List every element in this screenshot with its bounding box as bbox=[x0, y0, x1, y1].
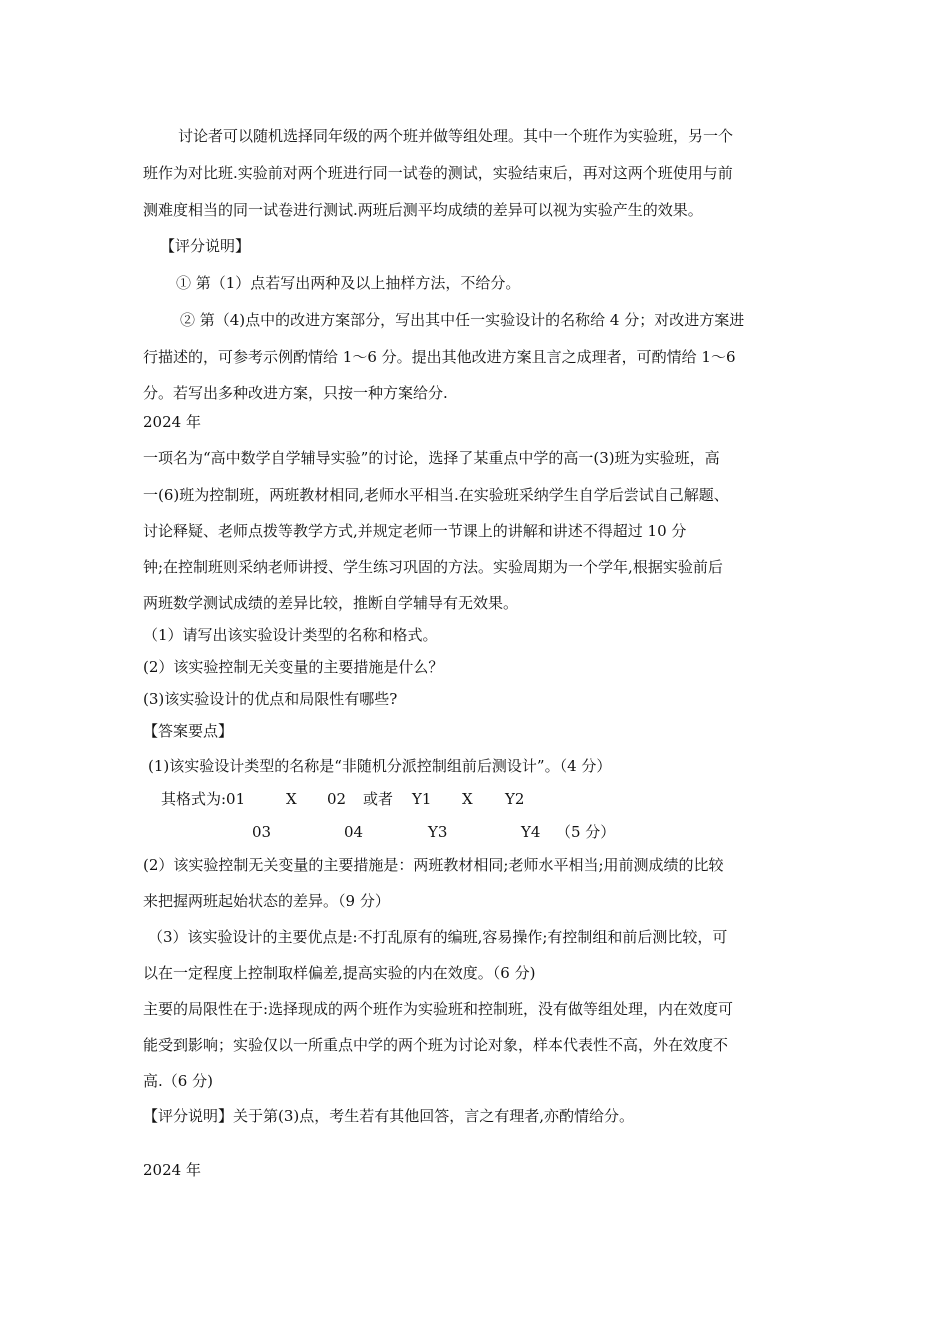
format-connector: 或者 bbox=[363, 790, 394, 808]
format-symbol: 03 bbox=[252, 823, 272, 841]
question-stem-line: 一(6)班为控制班，两班教材相同,老师水平相当.在实验班采纳学生自学后尝试自己解题、 bbox=[143, 486, 729, 504]
rating-item-line: 行描述的，可参考示例酌情给 1～6 分。提出其他改进方案且言之成理者，可酌情给 1～6 bbox=[143, 348, 736, 366]
year-heading: 2024 年 bbox=[143, 413, 201, 431]
year-heading: 2024 年 bbox=[143, 1161, 201, 1179]
question-item: （1）请写出该实验设计类型的名称和格式。 bbox=[143, 626, 438, 644]
format-symbol: X bbox=[286, 790, 297, 808]
limitation-line: 能受到影响；实验仅以一所重点中学的两个班为讨论对象，样本代表性不高，外在效度不 bbox=[143, 1036, 729, 1054]
answer-item-line: 以在一定程度上控制取样偏差,提高实验的内在效度。（6 分) bbox=[143, 964, 536, 982]
limitation-line: 高.（6 分) bbox=[143, 1072, 213, 1090]
rating-note: 【评分说明】关于第(3)点，考生若有其他回答，言之有理者,亦酌情给分。 bbox=[143, 1107, 635, 1125]
format-symbol: X bbox=[462, 790, 473, 808]
paragraph-line: 测难度相当的同一试卷进行测试.两班后测平均成绩的差异可以视为实验产生的效果。 bbox=[143, 201, 703, 219]
rating-item-line: 分。若写出多种改进方案，只按一种方案给分. bbox=[143, 384, 448, 402]
answer-item: (1)该实验设计类型的名称是“非随机分派控制组前后测设计”。（4 分） bbox=[148, 757, 612, 775]
question-item: (3)该实验设计的优点和局限性有哪些? bbox=[143, 690, 398, 708]
format-symbol: Y1 bbox=[412, 790, 432, 808]
answer-item: （3）该实验设计的主要优点是:不打乱原有的编班,容易操作;有控制组和前后测比较，可 bbox=[148, 928, 728, 946]
format-symbol: Y2 bbox=[505, 790, 525, 808]
question-stem-line: 讨论释疑、老师点拨等教学方式,并规定老师一节课上的讲解和讲述不得超过 10 分 bbox=[143, 522, 687, 540]
format-label: 其格式为:01 bbox=[161, 790, 246, 808]
limitation-line: 主要的局限性在于:选择现成的两个班作为实验班和控制班，没有做等组处理，内在效度可 bbox=[143, 1000, 734, 1018]
format-symbol: Y3 bbox=[428, 823, 448, 841]
format-symbol: 04 bbox=[344, 823, 364, 841]
format-symbol: Y4 bbox=[521, 823, 541, 841]
answer-title: 【答案要点】 bbox=[143, 722, 234, 740]
rating-item: ① 第（1）点若写出两种及以上抽样方法，不给分。 bbox=[176, 274, 521, 292]
question-stem-line: 一项名为“高中数学自学辅导实验”的讨论，选择了某重点中学的高一(3)班为实验班，高 bbox=[143, 449, 720, 467]
paragraph-line: 班作为对比班.实验前对两个班进行同一试卷的测试，实验结束后，再对这两个班使用与前 bbox=[143, 164, 733, 182]
format-symbol: 02 bbox=[327, 790, 347, 808]
paragraph-line: 讨论者可以随机选择同年级的两个班并做等组处理。其中一个班作为实验班，另一个 bbox=[178, 127, 734, 145]
answer-item: (2）该实验控制无关变量的主要措施是：两班教材相同;老师水平相当;用前测成绩的比较 bbox=[143, 856, 724, 874]
rating-title: 【评分说明】 bbox=[160, 237, 251, 255]
answer-item-line: 来把握两班起始状态的差异。（9 分） bbox=[143, 892, 390, 910]
question-stem-line: 两班数学测试成绩的差异比较，推断自学辅导有无效果。 bbox=[143, 594, 519, 612]
question-stem-line: 钟;在控制班则采纳老师讲授、学生练习巩固的方法。实验周期为一个学年,根据实验前后 bbox=[143, 558, 723, 576]
format-score: （5 分） bbox=[556, 823, 616, 841]
rating-item: ② 第（4)点中的改进方案部分，写出其中任一实验设计的名称给 4 分；对改进方案进 bbox=[180, 311, 745, 329]
question-item: (2）该实验控制无关变量的主要措施是什么？ bbox=[143, 658, 444, 676]
